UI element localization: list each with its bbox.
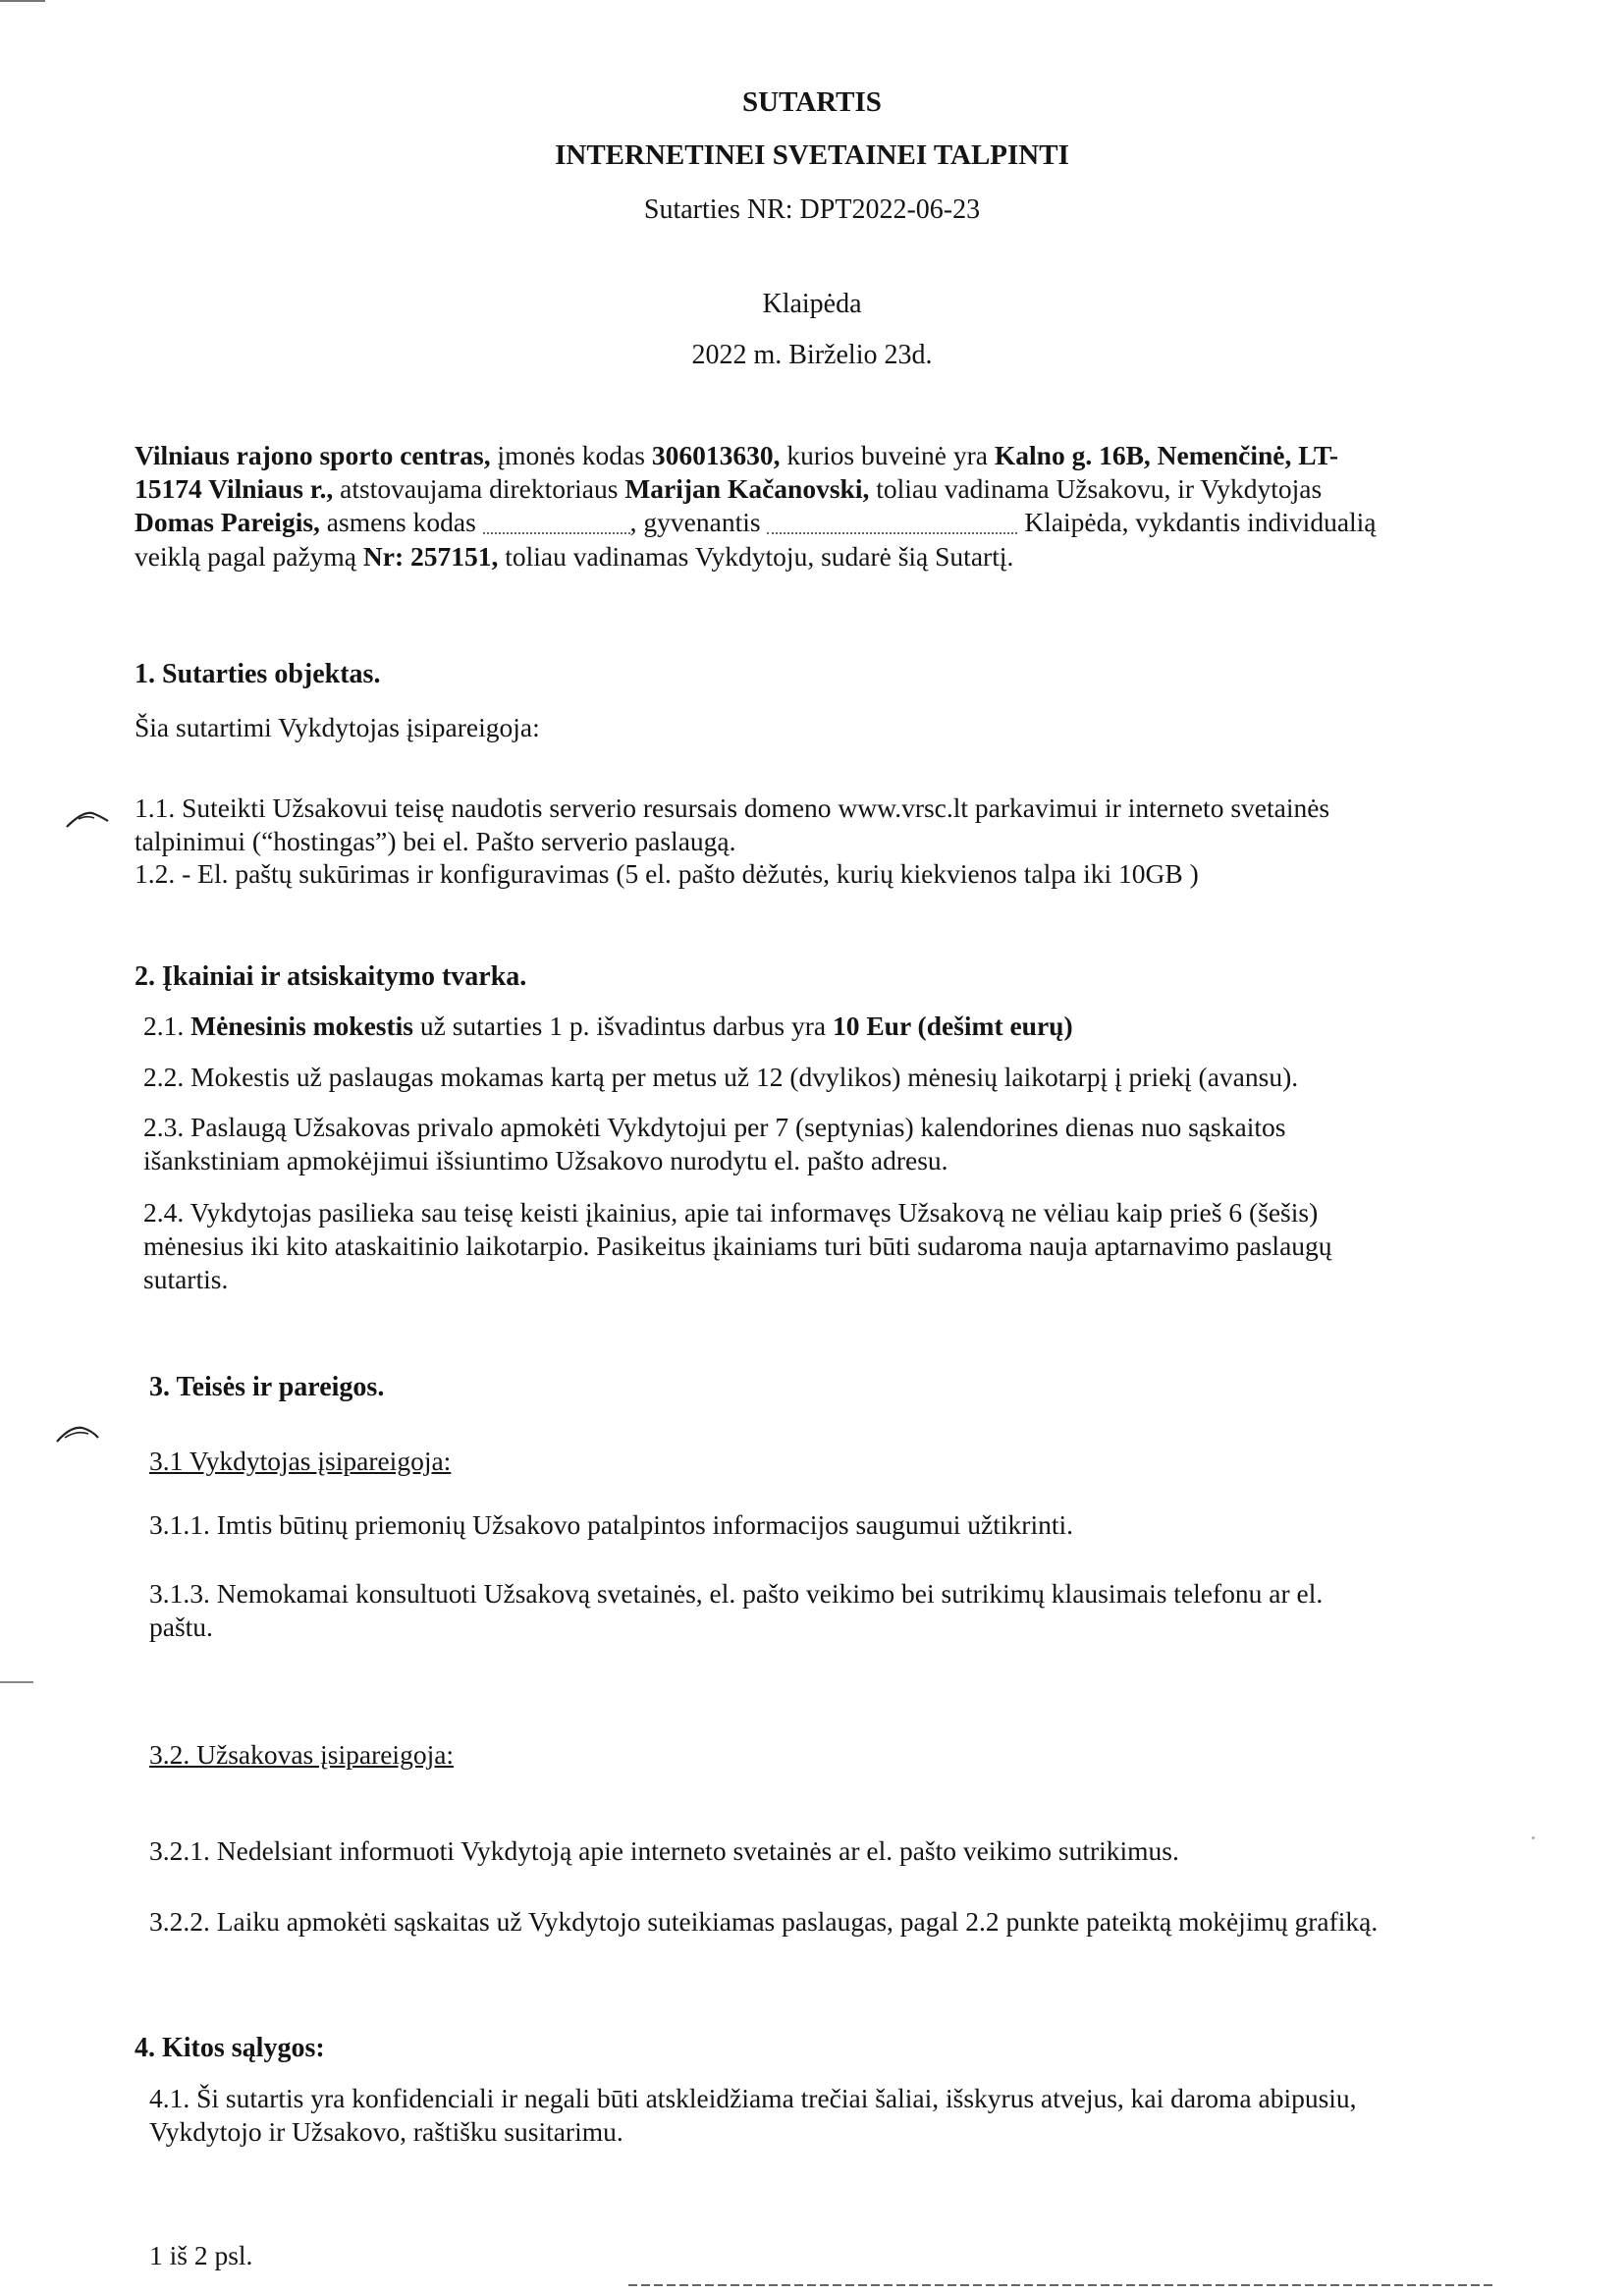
clause-1-1-line-1: 1.1. Suteikti Užsakovui teisę naudotis serverio resursais domeno www.vrsc.lt parkavimui ir interneto svetainės [135,792,1330,823]
clause-3-1-3-line-1: 3.1.3. Nemokamai konsultuoti Užsakovą svetainės, el. pašto veikimo bei sutrikimų klausimais telefonu ar el. [149,1578,1324,1609]
clause-2-4-line-2: mėnesius iki kito ataskaitinio laikotarpio. Pasikeitus įkainiams turi būti sudaroma nauja aptarnavimo paslaugų [143,1230,1332,1261]
section-4-heading: 4. Kitos sąlygos: [135,2033,325,2063]
section-3-heading: 3. Teisės ir pareigos. [149,1372,385,1402]
subsection-3-2-heading: 3.2. Užsakovas įsipareigoja: [149,1739,455,1770]
subsection-3-1-heading: 3.1 Vykdytojas įsipareigoja: [149,1446,452,1476]
scan-edge-mark [0,1681,33,1683]
handwritten-check-mark [65,807,110,829]
section-1-heading: 1. Sutarties objektas. [135,659,381,689]
contract-date: 2022 m. Birželio 23d. [691,340,933,370]
section-2-heading: 2. Įkainiai ir atsiskaitymo tvarka. [135,961,527,992]
contract-city: Klaipėda [762,289,862,319]
parties-line-4: veiklą pagal pažymą Nr: 257151, toliau vadinamas Vykdytoju, sudarė šią Sutartį. [135,541,1014,572]
clause-2-4-line-1: 2.4. Vykdytojas pasilieka sau teisę keisti įkainius, apie tai informavęs Užsakovą ne vėliau kaip prieš 6 (šešis) [143,1197,1319,1228]
scan-speck [1532,1836,1535,1839]
clause-4-1-line-1: 4.1. Ši sutartis yra konfidenciali ir negali būti atskleidžiama trečiai šaliai, išskyrus atvejus, kai daroma abipusiu, [149,2083,1357,2113]
parties-line-3: Domas Pareigis, asmens kodas , gyvenantis Klaipėda, vykdantis individualią [135,507,1377,537]
redacted-address [767,517,1017,534]
contract-number: Sutarties NR: DPT2022-06-23 [643,194,981,225]
clause-3-1-3-line-2: paštu. [149,1612,213,1642]
parties-line-2: 15174 Vilniaus r., atstovaujama direktoriaus Marijan Kačanovski, toliau vadinama Užsakovu, ir Vykdytojas [135,473,1323,504]
clause-1-1-line-2: talpinimui (“hostingas”) bei el. Pašto serverio paslaugą. [135,826,736,856]
clause-1-2: 1.2. - El. paštų sukūrimas ir konfiguravimas (5 el. pašto dėžutės, kurių kiekvienos talpa iki 10GB ) [135,858,1199,889]
clause-3-2-2: 3.2.2. Laiku apmokėti sąskaitas už Vykdytojo suteikiamas paslaugas, pagal 2.2 punkte pateiktą mokėjimų grafiką. [149,1906,1379,1937]
clause-3-1-1: 3.1.1. Imtis būtinų priemonių Užsakovo patalpintos informacijos saugumui užtikrinti. [149,1509,1073,1540]
clause-2-1: 2.1. Mėnesinis mokestis už sutarties 1 p. išvadintus darbus yra 10 Eur (dešimt eurų) [143,1011,1073,1041]
clause-2-3-line-1: 2.3. Paslaugą Užsakovas privalo apmokėti Vykdytojui per 7 (septynias) kalendorines dienas nuo sąskaitos [143,1112,1286,1142]
parties-line-1: Vilniaus rajono sporto centras, įmonės kodas 306013630, kurios buveinė yra Kalno g. 16B, Nemenčinė, LT- [135,440,1339,470]
doc-subtitle: INTERNETINEI SVETAINEI TALPINTI [555,139,1069,171]
clause-2-2: 2.2. Mokestis už paslaugas mokamas kartą per metus už 12 (dvylikos) mėnesių laikotarpį į priekį (avansu). [143,1062,1299,1092]
clause-2-4-line-3: sutartis. [143,1264,229,1294]
clause-3-2-1: 3.2.1. Nedelsiant informuoti Vykdytoją apie interneto svetainės ar el. pašto veikimo sutrikimus. [149,1835,1179,1866]
scan-edge-mark [628,2284,1492,2286]
redacted-personal-code [483,517,630,534]
clause-2-3-line-2: išankstiniam apmokėjimui išsiuntimo Užsakovo nurodytu el. pašto adresu. [143,1145,948,1175]
scan-edge-mark [0,0,45,2]
section-1-intro: Šia sutartimi Vykdytojas įsipareigoja: [135,712,540,742]
clause-4-1-line-2: Vykdytojo ir Užsakovo, raštišku susitarimu. [149,2116,623,2147]
page-number: 1 iš 2 psl. [149,2240,253,2270]
handwritten-check-mark [55,1424,100,1446]
doc-title: SUTARTIS [742,86,882,118]
